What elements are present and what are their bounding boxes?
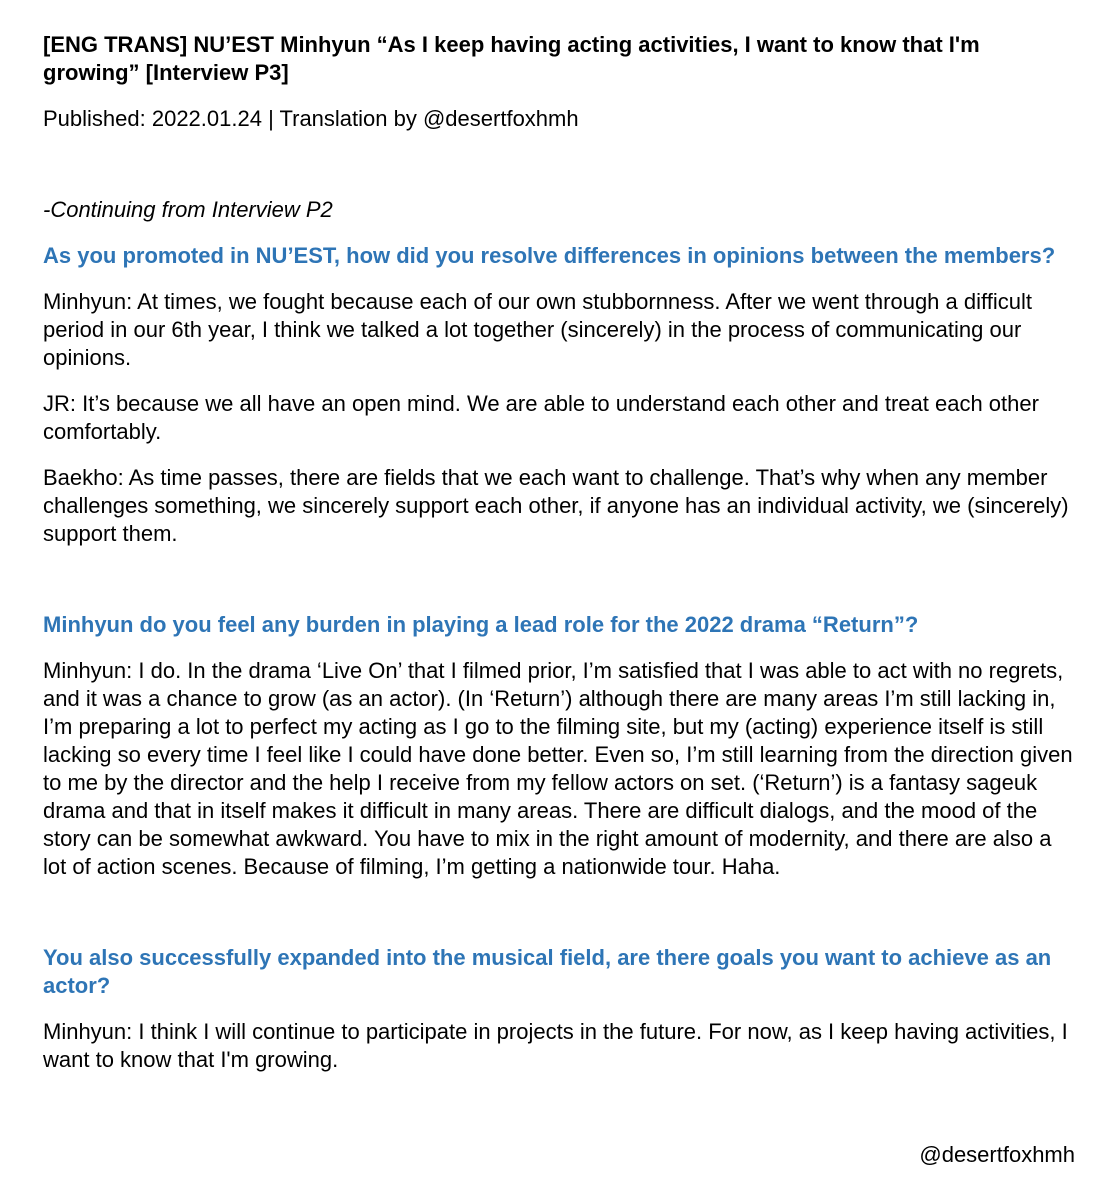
question-3: You also successfully expanded into the musical field, are there goals you want to achieve as an actor?	[43, 945, 1052, 998]
continuing-note: -Continuing from Interview P2	[43, 197, 333, 222]
question-2: Minhyun do you feel any burden in playing a lead role for the 2022 drama “Return”?	[43, 612, 919, 637]
answer-1-minhyun: Minhyun: At times, we fought because each of our own stubbornness. After we went through a difficult period in our 6th year, I think we talked a lot together (sincerely) in the process of communicating our opinions.	[43, 289, 1032, 370]
answer-1-jr: JR: It’s because we all have an open mind. We are able to understand each other and treat each other comfortably.	[43, 391, 1039, 444]
answer-1-baekho: Baekho: As time passes, there are fields that we each want to challenge. That’s why when any member challenges something, we sincerely support each other, if anyone has an individual activity, we (sincerely) support them.	[43, 465, 1069, 546]
publication-info: Published: 2022.01.24 | Translation by @desertfoxhmh	[43, 106, 579, 131]
answer-3-minhyun: Minhyun: I think I will continue to participate in projects in the future. For now, as I keep having activities, I want to know that I'm growing.	[43, 1019, 1068, 1072]
question-1: As you promoted in NU’EST, how did you resolve differences in opinions between the members?	[43, 243, 1056, 268]
document-title: [ENG TRANS] NU’EST Minhyun “As I keep having acting activities, I want to know that I'm growing” [Interview P3]	[43, 32, 980, 85]
translator-signature: @desertfoxhmh	[919, 1142, 1075, 1167]
answer-2-minhyun: Minhyun: I do. In the drama ‘Live On’ that I filmed prior, I’m satisfied that I was able to act with no regrets, and it was a chance to grow (as an actor). (In ‘Return’) although there are many areas I’m still lacking in, I’m preparing a lot to perfect my acting as I go to the filming site, but my (acting) experience itself is still lacking so every time I feel like I could have done better. Even so, I’m still learning from the direction given to me by the director and the help I receive from my fellow actors on set. (‘Return’) is a fantasy sageuk drama and that in itself makes it difficult in many areas. There are difficult dialogs, and the mood of the story can be somewhat awkward. You have to mix in the right amount of modernity, and there are also a lot of action scenes. Because of filming, I’m getting a nationwide tour. Haha.	[43, 658, 1073, 879]
